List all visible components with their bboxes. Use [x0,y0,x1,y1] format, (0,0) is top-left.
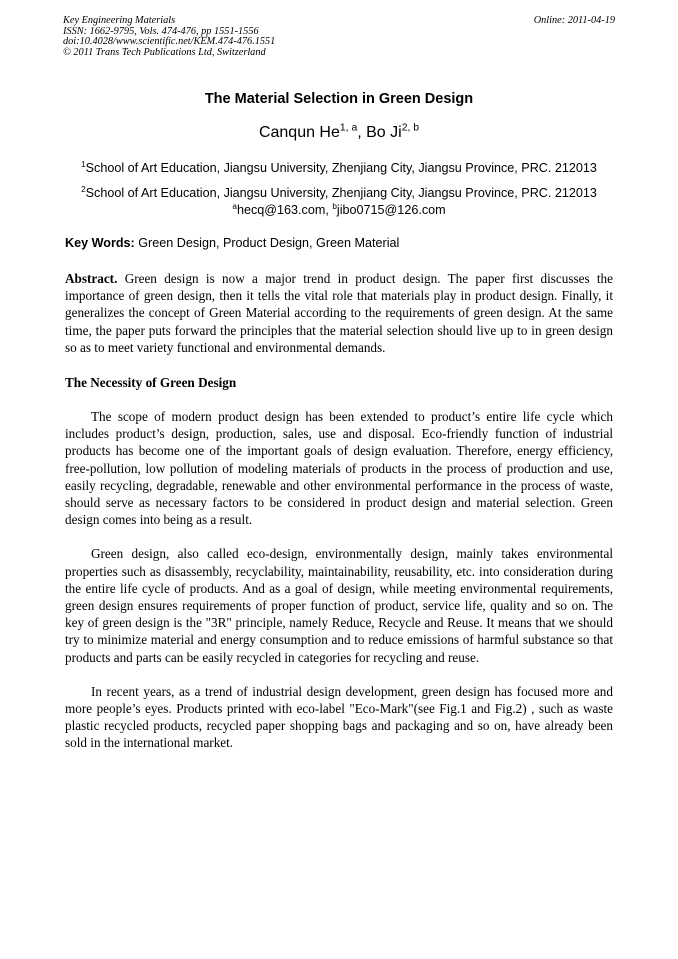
author-sup: 1, a [339,122,358,134]
emails: $^a$hecq@163.com, $^b$jibo0715@126.com [232,201,446,217]
paragraph: The scope of modern product design has been extended to product’s entire life cycle which includes product’s design, production, sales, use and disposal. Eco-friendly function of industrial products has become one of the important goals of design evaluation. Therefore, energy efficiency, free-pollution, low pollution of modeling materials of products in the process of production and use, easily recycling, degradable, renewable and other environmental performance in the process of waste, should serve as necessary factors to be considered in product design and material selection. Green design comes into being as a result. [65,409,613,528]
abstract [65,270,613,356]
issn: ISSN: 1662-9795, Vols. 474-476, pp 1551-1556 [63,25,259,37]
affiliation-2 [0,186,678,200]
email: jibo0715@126.com [336,203,446,217]
affiliation-sup: 2 [81,184,86,194]
abstract-label: Abstract. [65,271,118,286]
author-name: Canqun He [258,124,340,141]
affiliation-text: School of Art Education, Jiangsu University, Zhenjiang City, Jiangsu Province, PRC. 212013 [85,186,597,200]
email: hecq@163.com [236,203,326,217]
email-sup: a [232,201,237,211]
doi: doi:10.4028/www.scientific.net/KEM.474-476.1551 [63,36,276,47]
paper-title: The Material Selection in Green Design [204,91,474,107]
author-sup: 2, b [401,122,420,134]
keywords-text: Green Design, Product Design, Green Material [138,236,400,250]
abstract-text: Green design is now a major trend in product design. The paper first discusses the importance of green design, then it tells the vital role that materials play in product design. Finally, it generalizes the concept of Green Material according to the requirements of green design. At the same time, the paper puts forward the principles that the material selection should live up to in green design so as to meet variety functional and environmental demands. [65,271,614,355]
heading-text: The Necessity of Green Design [65,375,237,390]
keywords-label: Key Words: [65,236,135,250]
online-date: Online: 2011-04-19 [533,15,615,26]
running-header [63,16,615,58]
email-sup: b [332,201,337,211]
copyright: © 2011 Trans Tech Publications Ltd, Switzerland [63,46,266,58]
authors: Canqun He$^{1, a}$, Bo Ji$^{2, b}$ [258,122,420,141]
paragraph: Green design, also called eco-design, environmentally design, mainly takes environmental properties such as disassembly, recyclability, maintainability, reusability, etc. into consideration during the entire life cycle of products. And as a goal of design, while meeting environmental requirements, green design ensures requirements of proper function of product, service life, quality and so on. The key of green design is the "3R" principle, namely Reduce, Recycle and Reuse. It means that we should try to minimize material and energy consumption and to reduce emissions of harmful substance so that products and parts can be easily recycled in categories for recycling and reuse. [65,546,613,665]
affiliation-sup: 1 [81,159,86,169]
keywords [65,236,399,250]
section-heading [65,374,613,391]
affiliation-text: School of Art Education, Jiangsu University, Zhenjiang City, Jiangsu Province, PRC. 212013 [85,161,597,175]
affiliation-1 [0,161,678,175]
paragraph: In recent years, as a trend of industrial design development, green design has focused more and more people’s eyes. Products printed with eco-label "Eco-Mark"(see Fig.1 and Fig.2) , such as waste plastic recycled products, recycled paper shopping bags and packaging and so on, have already been sold in the international market. [65,683,613,751]
body-text [65,408,613,752]
journal-name: Key Engineering Materials [63,15,176,26]
author-name: Bo Ji [366,124,402,141]
